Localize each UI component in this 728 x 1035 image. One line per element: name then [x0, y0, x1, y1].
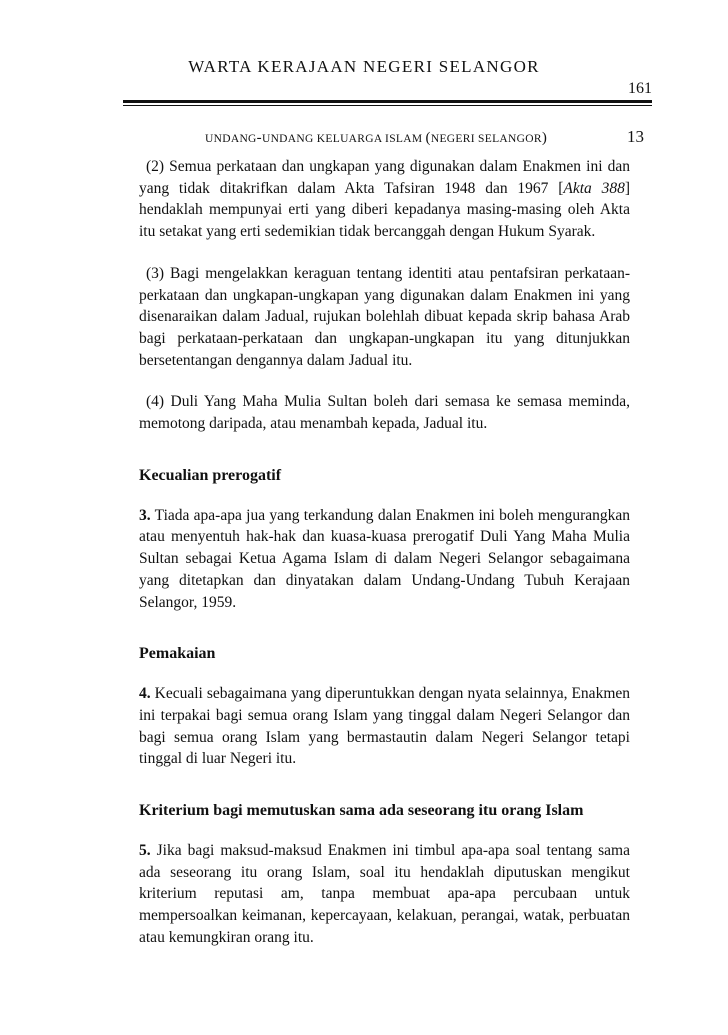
gazette-page-number: 161: [628, 80, 652, 97]
paragraph-3: [139, 263, 630, 372]
section-4-text: Kecuali sebagaimana yang diperuntukkan dengan nyata selainnya, Enakmen ini terpakai bagi semua orang Islam yang tinggal dalam Negeri Selangor dan bagi semua orang Islam yang bermastautin dalam Negeri Selangor tetapi tinggal di luar Negeri itu.: [139, 685, 631, 768]
spacer: [139, 665, 630, 683]
section-3-text: Tiada apa-apa jua yang terkandung dalan Enakmen ini boleh mengurangkan atau menyentuh hak-hak dan kuasa-kuasa prerogatif Duli Yang Maha Mulia Sultan sebagai Ketua Agama Islam di dalam Negeri Selangor sebagaimana yang ditetapkan dan dinyatakan dalam Undang-Undang Tubuh Kerajaan Selangor, 1959.: [139, 506, 630, 611]
running-head-page-number: 13: [627, 127, 644, 146]
spacer: [139, 822, 630, 840]
spacer: [139, 487, 630, 505]
paragraph-4: [139, 391, 630, 434]
section-5-body: [139, 840, 630, 949]
header-rule-thick: [123, 100, 652, 103]
paragraph-2-text-end: ] hendaklah mempunyai erti yang diberi kepadanya masing-masing oleh Akta itu setakat yang erti sedemikian tidak bercanggah dengan Hukum Syarak.: [139, 179, 630, 241]
document-body: [139, 156, 630, 949]
spacer: [139, 770, 630, 800]
gazette-title: WARTA KERAJAAN NEGERI SELANGOR: [188, 57, 540, 76]
section-4-body: [139, 683, 630, 770]
section-4-number: 4.: [139, 685, 151, 703]
spacer: [139, 613, 630, 643]
header-rule-thin: [123, 105, 652, 106]
section-4-heading: Pemakaian: [139, 645, 216, 663]
section-5-heading: Kriterium bagi memutuskan sama ada seseorang itu orang Islam: [139, 802, 584, 820]
spacer: [139, 243, 630, 263]
paragraph-4-text: (4) Duli Yang Maha Mulia Sultan boleh dari semasa ke semasa meminda, memotong daripada, atau menambah kepada, Jadual itu.: [139, 393, 630, 433]
paragraph-2: [139, 156, 630, 243]
spacer: [139, 435, 630, 465]
section-3-body: [139, 505, 630, 614]
section-3-heading: Kecualian prerogatif: [139, 466, 282, 484]
section-3-number: 3.: [139, 506, 151, 524]
running-head-title: UNDANG-UNDANG KELUARGA ISLAM (NEGERI SELANGOR): [205, 130, 548, 146]
paragraph-2-text-start: (2) Semua perkataan dan ungkapan yang digunakan dalam Enakmen ini dan yang tidak ditakrifkan dalam Akta Tafsiran 1948 dan 1967 [: [139, 158, 630, 197]
section-5-text: Jika bagi maksud-maksud Enakmen ini timbul apa-apa soal tentang sama ada seseorang itu orang Islam, soal itu hendaklah diputuskan mengikut kriterium reputasi am, tanpa membuat apa-apa percubaan untuk mempersoalkan keimanan, kepercayaan, kelakuan, perangai, watak, perbuatan atau kemungkiran orang itu.: [139, 842, 630, 946]
paragraph-2-act-reference: Akta 388: [563, 179, 625, 197]
section-5-number: 5.: [139, 842, 151, 860]
paragraph-3-text: (3) Bagi mengelakkan keraguan tentang identiti atau pentafsiran perkataan-perkataan dan ungkapan-ungkapan yang digunakan dalam Enakmen ini yang disenaraikan dalam Jadual, rujukan bolehlah dibuat kepada skrip bahasa Arab bagi perkataan-perkataan dan ungkapan-ungkapan itu yang ditunjukkan bersetentangan dengannya dalam Jadual itu.: [139, 264, 630, 369]
spacer: [139, 371, 630, 391]
